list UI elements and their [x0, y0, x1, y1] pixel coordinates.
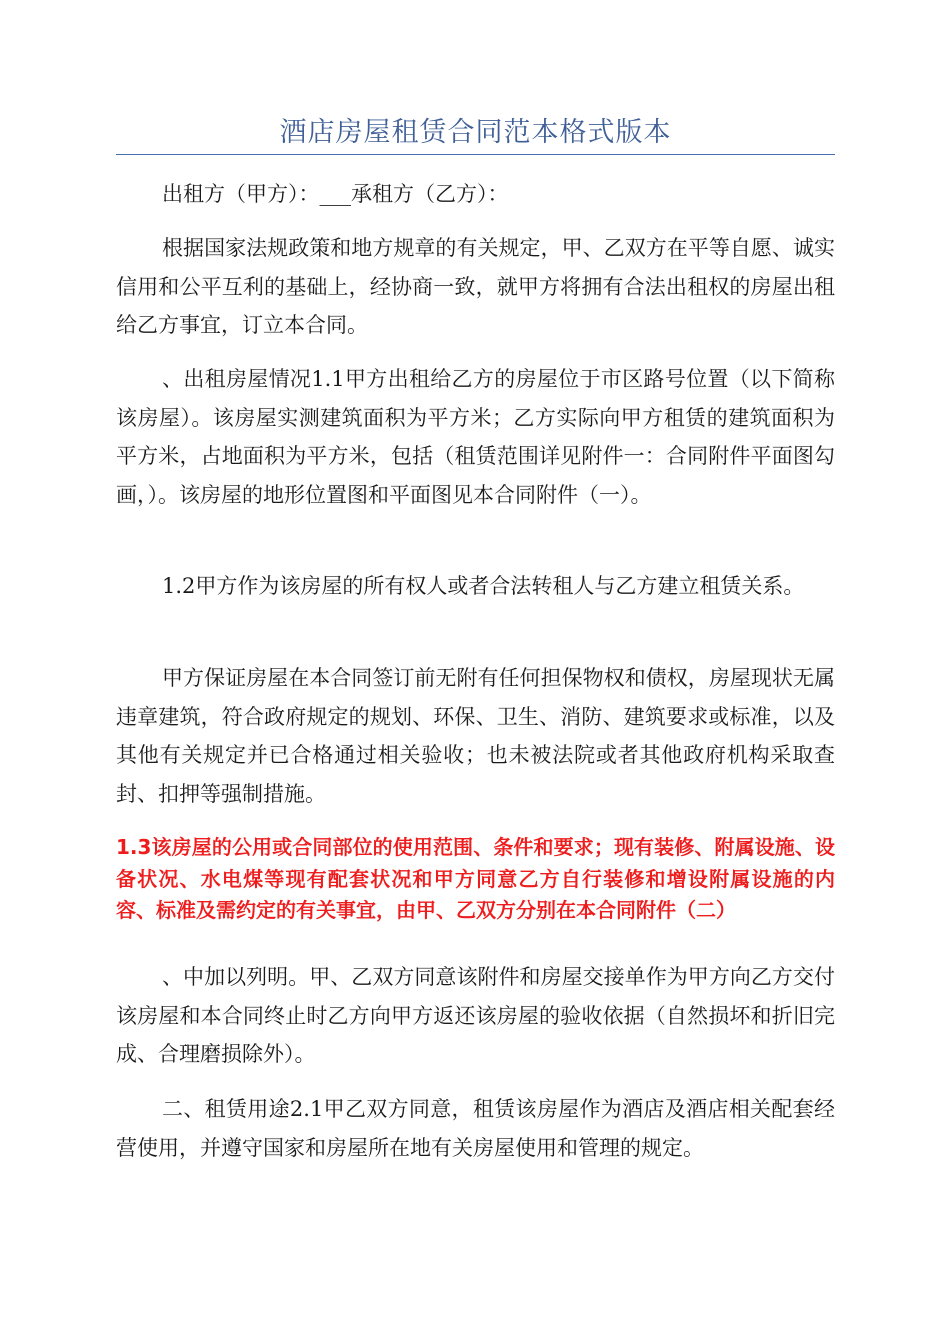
paragraph-rental-premises: 、出租房屋情况1.1甲方出租给乙方的房屋位于市区路号位置（以下简称该房屋）。该房屋实测建筑面积为平方米；乙方实际向甲方租赁的建筑面积为平方米，占地面积为平方米，包括（租赁范围详见附件一：合同附件平面图勾画，）。该房屋的地形位置图和平面图见本合同附件（一）。: [116, 367, 835, 507]
paragraph-appendix-listing: 、中加以列明。甲、乙双方同意该附件和房屋交接单作为甲方向乙方交付该房屋和本合同终止时乙方向甲方返还该房屋的验收依据（自然损坏和折旧完成、合理磨损除外）。: [116, 965, 835, 1066]
paragraph-clause-1-2: 1.2甲方作为该房屋的所有权人或者合法转租人与乙方建立租赁关系。: [162, 574, 805, 598]
document-title: 酒店房屋租赁合同范本格式版本: [279, 117, 672, 148]
paragraph-lessor-guarantee: 甲方保证房屋在本合同签订前无附有任何担保物权和债权，房屋现状无属违章建筑，符合政府规定的规划、环保、卫生、消防、建筑要求或标准，以及其他有关规定并已合格通过相关验收；也未被法院或者其他政府机构采取查封、扣押等强制措施。: [116, 666, 835, 806]
paragraph-lease-purpose: 二、租赁用途2.1甲乙双方同意，租赁该房屋作为酒店及酒店相关配套经营使用，并遵守国家和房屋所在地有关房屋使用和管理的规定。: [116, 1097, 835, 1160]
highlighted-clause-1-3: 1.3该房屋的公用或合同部位的使用范围、条件和要求；现有装修、附属设施、设备状况、水电煤等现有配套状况和甲方同意乙方自行装修和增设附属设施的内容、标准及需约定的有关事宜，由甲、乙双方分别在本合同附件（二）: [116, 835, 835, 922]
title-underline: [116, 154, 835, 155]
parties-line: 出租方（甲方）：___承租方（乙方）：: [162, 182, 509, 206]
paragraph-preamble: 根据国家法规政策和地方规章的有关规定，甲、乙双方在平等自愿、诚实信用和公平互利的基础上，经协商一致，就甲方将拥有合法出租权的房屋出租给乙方事宜，订立本合同。: [116, 236, 835, 337]
